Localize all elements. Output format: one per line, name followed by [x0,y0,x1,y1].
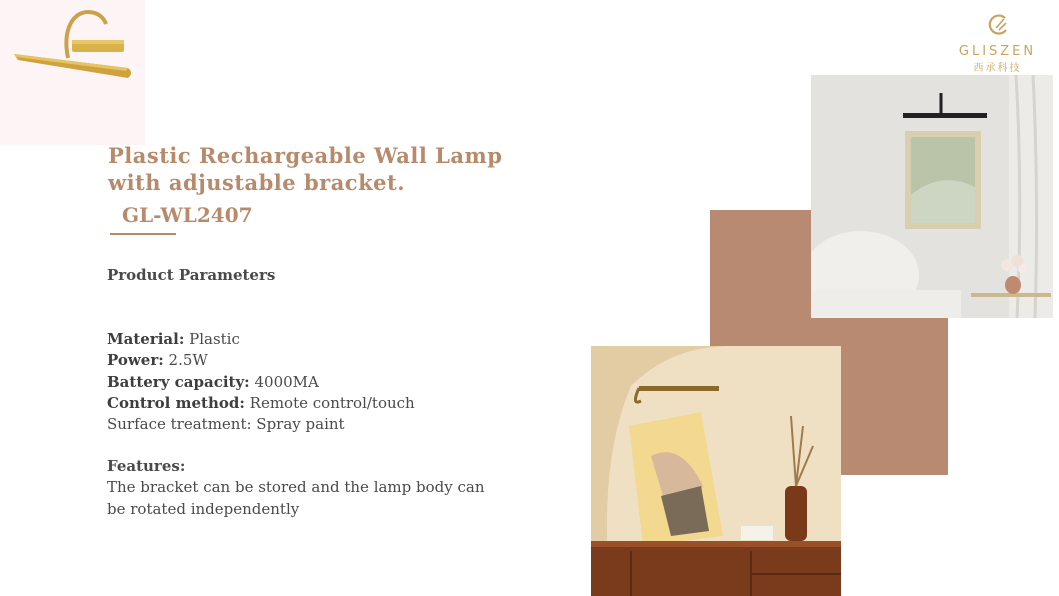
spec-row-power [107,350,415,371]
spec-row-surface: Surface treatment: Spray paint [107,415,345,434]
features-text: The bracket can be stored and the lamp body can be rotated independently [107,478,485,518]
logo-chinese-name: 西承科技 [973,63,1022,74]
params-heading: Product Parameters [107,266,276,284]
lamp-product-image [10,10,135,85]
spec-value: Plastic [184,330,240,348]
brand-logo [950,12,1045,74]
spec-label: Control method: [107,393,245,412]
product-title: Plastic Rechargeable Wall Lamp with adjustable bracket. [108,143,503,195]
logo-mark-icon [985,12,1011,38]
spec-label: Material: [107,330,185,348]
title-underline [110,233,176,235]
spec-row-material [107,329,415,350]
spec-value: 2.5W [163,351,208,370]
spec-label: Battery capacity: [107,372,250,391]
room-lamp-photo [811,75,1053,318]
features-section [107,456,507,520]
cabinet-lamp-photo [591,346,841,596]
spec-row-control [107,393,415,414]
logo-brand-name: GLISZEN [958,44,1037,59]
spec-value: 4000MA [249,372,319,391]
spec-list [107,329,415,435]
spec-label: Power: [107,351,164,370]
spec-row-battery [107,372,415,393]
product-model: GL-WL2407 [122,203,253,227]
spec-value: Remote control/touch [244,393,415,412]
features-label: Features: [107,457,186,475]
